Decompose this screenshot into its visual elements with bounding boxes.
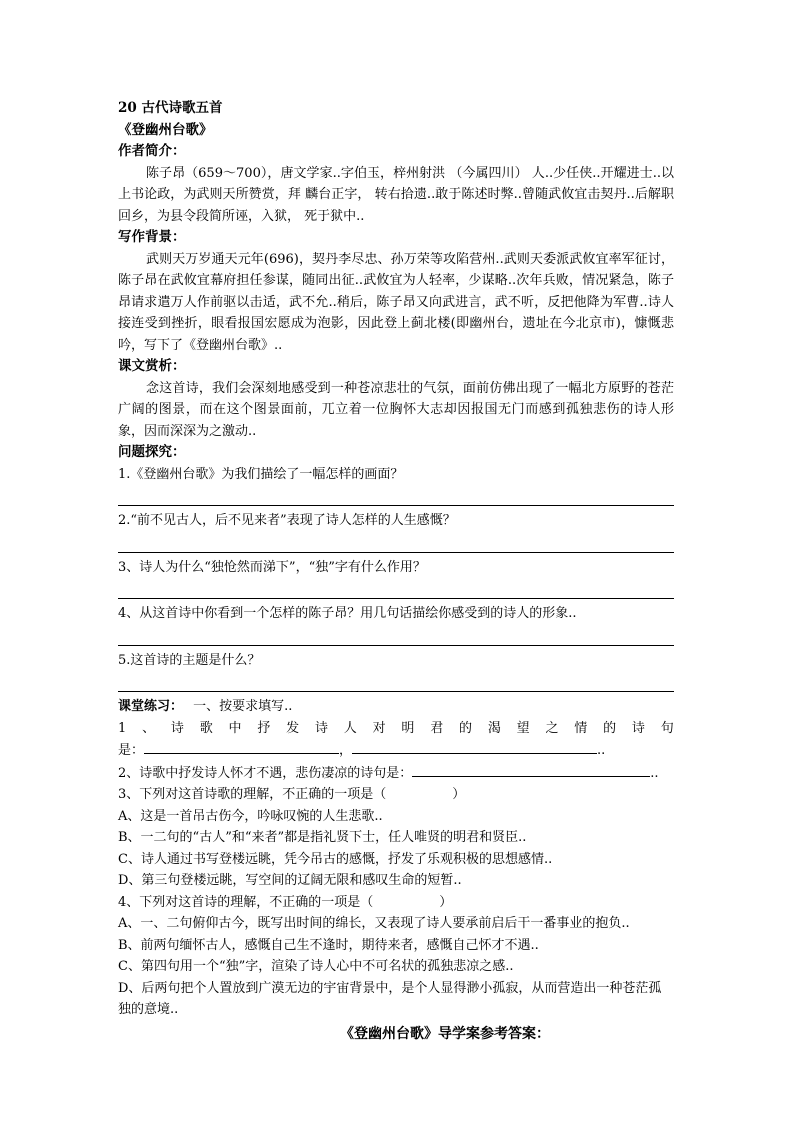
- practice-header: [118, 696, 674, 718]
- fill-question-1: [118, 718, 674, 740]
- fill1-char: 歌: [199, 720, 213, 736]
- fill-question-2: [118, 762, 674, 785]
- fill1-char: 对: [372, 720, 386, 736]
- fill1-char: 的: [603, 720, 617, 736]
- q4-option-d: D、后两句把个人置放到广漠无边的宇宙背景中，是个人显得渺小孤寂，从而营造出一种苍茫孤独的意境..: [118, 980, 662, 1017]
- fill2-text: 2、诗歌中抒发诗人怀才不遇，悲伤凄凉的诗句是：: [118, 765, 413, 781]
- analysis-text: 念这首诗，我们会深刻地感受到一种苍凉悲壮的气氛，面前仿佛出现了一幅北方原野的苍茫广阔的图景，而在这个图景面前，兀立着一位胸怀大志却因报国无门而感到孤独悲伤的诗人形象，因而深深为之激动..: [118, 380, 674, 439]
- question-3: 3、诗人为什么“独怆然而涕下”，“独”字有什么作用？: [118, 559, 426, 575]
- fill-question-1-answer: [118, 739, 674, 762]
- poem-title: 《登幽州台歌》: [118, 121, 213, 138]
- background-text: 武则天万岁通天元年(696)，契丹李尽忠、孙万荣等攻陷营州..武则天委派武攸宜率军征讨，陈子昂在武攸宜幕府担任参谋，随同出征..武攸宜为人轻率，少谋略..次年兵败，情况紧急，陈子昂请求遣万人作前驱以击适，武不允..稍后，陈子昂又向武进言，武不听，反把他降为军曹..诗人接连受到挫折，眼看报国宏愿成为泡影，因此登上蓟北楼(即幽州台，遗址在今北京市)，慷慨悲吟，写下了《登幽州台歌》..: [118, 251, 674, 353]
- fill1-char: 的: [459, 720, 473, 736]
- fill1-blank-a[interactable]: [144, 739, 339, 754]
- answer-line-1[interactable]: [118, 485, 674, 506]
- fill1-char: 1: [118, 720, 127, 736]
- answer-key-title: 《登幽州台歌》导学案参考答案：: [340, 1025, 550, 1042]
- background-heading: 写作背景：: [118, 229, 186, 245]
- fill1-char: 诗: [170, 720, 184, 736]
- answer-line-3[interactable]: [118, 578, 674, 599]
- question-1: 1.《登幽州台歌》为我们描绘了一幅怎样的画面？: [118, 466, 404, 482]
- q3-option-d: D、第三句登楼远眺，写空间的辽阔无限和感叹生命的短暂..: [118, 873, 462, 888]
- q4-option-b: B、前两句缅怀古人，感慨自己生不逢时，期待来者，感慨自己怀才不遇..: [118, 937, 539, 953]
- fill1-char: 中: [228, 720, 242, 736]
- fill1-char: 人: [343, 720, 357, 736]
- question-2: 2.“前不见古人，后不见来者”表现了诗人怎样的人生感慨？: [118, 513, 456, 528]
- fill1-char: 发: [286, 720, 300, 736]
- fill1-char: 、: [142, 720, 156, 736]
- q4-stem-text: 4、下列对这首诗的理解，不正确的一项是（: [118, 894, 374, 910]
- practice-intro: 一、按要求填写..: [193, 699, 293, 714]
- fill1-char: 句: [660, 720, 674, 736]
- practice-heading: 课堂练习：: [118, 699, 184, 714]
- author-text: 陈子昂（659～700），唐文学家..字伯玉，梓州射洪 （今属四川） 人..少任侠..开耀进士..以上书论政，为武则天所赞赏，拜 麟台正字， 转右拾遗..敢于陈述时弊..曾随武攸宜击契丹..后解职 回乡，为县令段简所诬，入狱， 死于狱中..: [118, 165, 674, 224]
- question-5: 5.这首诗的主题是什么？: [118, 652, 261, 668]
- fill1-char: 渴: [487, 720, 501, 736]
- q4-option-c: C、第四句用一个“独”字，渲染了诗人心中不可名状的孤独悲凉之感..: [118, 959, 514, 974]
- q4-close: ）: [439, 894, 453, 910]
- q3-option-c: C、诗人通过书写登楼远眺，凭今吊古的感慨，抒发了乐观积极的思想感情..: [118, 851, 553, 867]
- fill2-end: ..: [650, 765, 659, 781]
- q3-stem-text: 3、下列对这首诗歌的理解，不正确的一项是（: [118, 787, 387, 802]
- q3-close: ）: [452, 787, 466, 802]
- answer-line-5[interactable]: [118, 671, 674, 692]
- fill1-char: 明: [401, 720, 415, 736]
- fill1-char: 诗: [314, 720, 328, 736]
- analysis-heading: 课文赏析：: [118, 358, 186, 374]
- question-4-stem: [118, 892, 674, 914]
- fill1-char: 之: [545, 720, 559, 736]
- question-4: 4、从这首诗中你看到一个怎样的陈子昂？用几句话描绘你感受到的诗人的形象..: [118, 606, 577, 621]
- question-3-stem: [118, 784, 674, 806]
- q3-option-a: A、这是一首吊古伤今，吟咏叹惋的人生悲歌..: [118, 808, 383, 824]
- fill1-prefix: 是：: [118, 743, 145, 758]
- q4-option-a: A、一、二句俯仰古今，既写出时间的绵长，又表现了诗人要承前启后干一番事业的抱负..: [118, 916, 630, 931]
- q3-option-b: B、一二句的“古人”和“来者”都是指礼贤下士，任人唯贤的明君和贤臣..: [118, 830, 527, 845]
- lesson-title: 20 古代诗歌五首: [118, 100, 223, 116]
- fill1-char: 诗: [631, 720, 645, 736]
- fill1-blank-b[interactable]: [352, 739, 597, 754]
- fill1-char: 情: [574, 720, 588, 736]
- answer-line-4[interactable]: [118, 625, 674, 646]
- author-heading: 作者简介：: [118, 143, 186, 159]
- fill1-char: 君: [430, 720, 444, 736]
- fill2-blank[interactable]: [412, 762, 650, 777]
- inquiry-heading: 问题探究：: [118, 444, 186, 460]
- fill1-char: 望: [516, 720, 530, 736]
- fill1-end: ..: [597, 743, 606, 758]
- worksheet-page: [118, 98, 674, 1045]
- fill1-char: 抒: [257, 720, 271, 736]
- fill1-comma: ，: [339, 743, 353, 758]
- answer-line-2[interactable]: [118, 532, 674, 553]
